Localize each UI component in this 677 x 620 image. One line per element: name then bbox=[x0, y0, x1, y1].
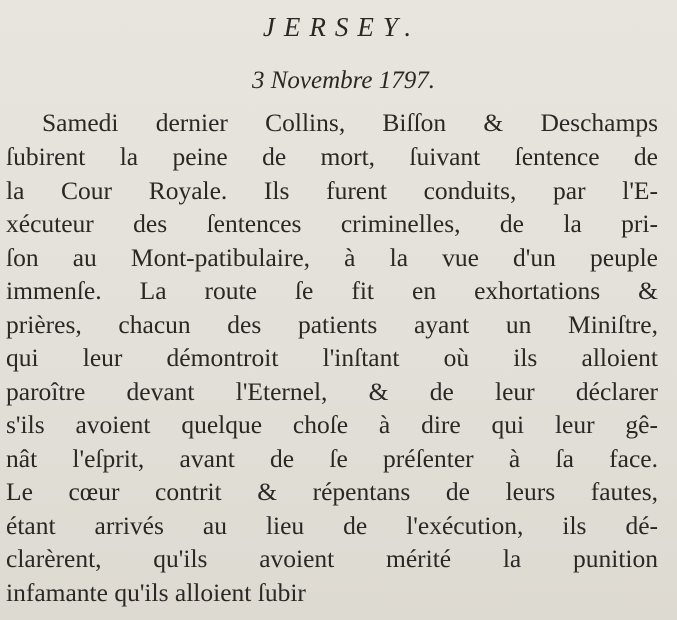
text-line-5: ſon au Mont-patibulaire, à la vue d'un peuple bbox=[6, 243, 658, 272]
text-line-14: clarèrent, qu'ils avoient mérité la punition bbox=[6, 544, 658, 573]
text-line-3: la Cour Royale. Ils furent conduits, par l'E- bbox=[6, 176, 658, 205]
text-line-7: prières, chacun des patients ayant un Miniſtre, bbox=[6, 310, 658, 339]
text-line-11: nât l'eſprit, avant de ſe préſenter à ſa face. bbox=[6, 444, 658, 473]
text-line-2: ſubirent la peine de mort, ſuivant ſentence de bbox=[6, 142, 658, 171]
article-title: JERSEY. bbox=[262, 12, 421, 42]
text-line-1: Samedi dernier Collins, Biſſon & Deschamps bbox=[42, 108, 658, 137]
text-line-15: infamante qu'ils alloient ſubir bbox=[6, 578, 306, 607]
text-line-10: s'ils avoient quelque choſe à dire qui leur gê- bbox=[6, 410, 658, 439]
text-line-12: Le cœur contrit & répentans de leurs fautes, bbox=[6, 477, 658, 506]
text-line-8: qui leur démontroit l'inſtant où ils alloient bbox=[6, 343, 658, 372]
article-date: 3 Novembre 1797. bbox=[251, 67, 436, 94]
text-line-6: immenſe. La route ſe fit en exhortations & bbox=[6, 276, 658, 305]
text-line-9: paroître devant l'Eternel, & de leur déclarer bbox=[6, 377, 658, 406]
text-line-13: étant arrivés au lieu de l'exécution, ils dé- bbox=[6, 511, 658, 540]
text-line-4: xécuteur des ſentences criminelles, de la pri- bbox=[6, 209, 658, 238]
